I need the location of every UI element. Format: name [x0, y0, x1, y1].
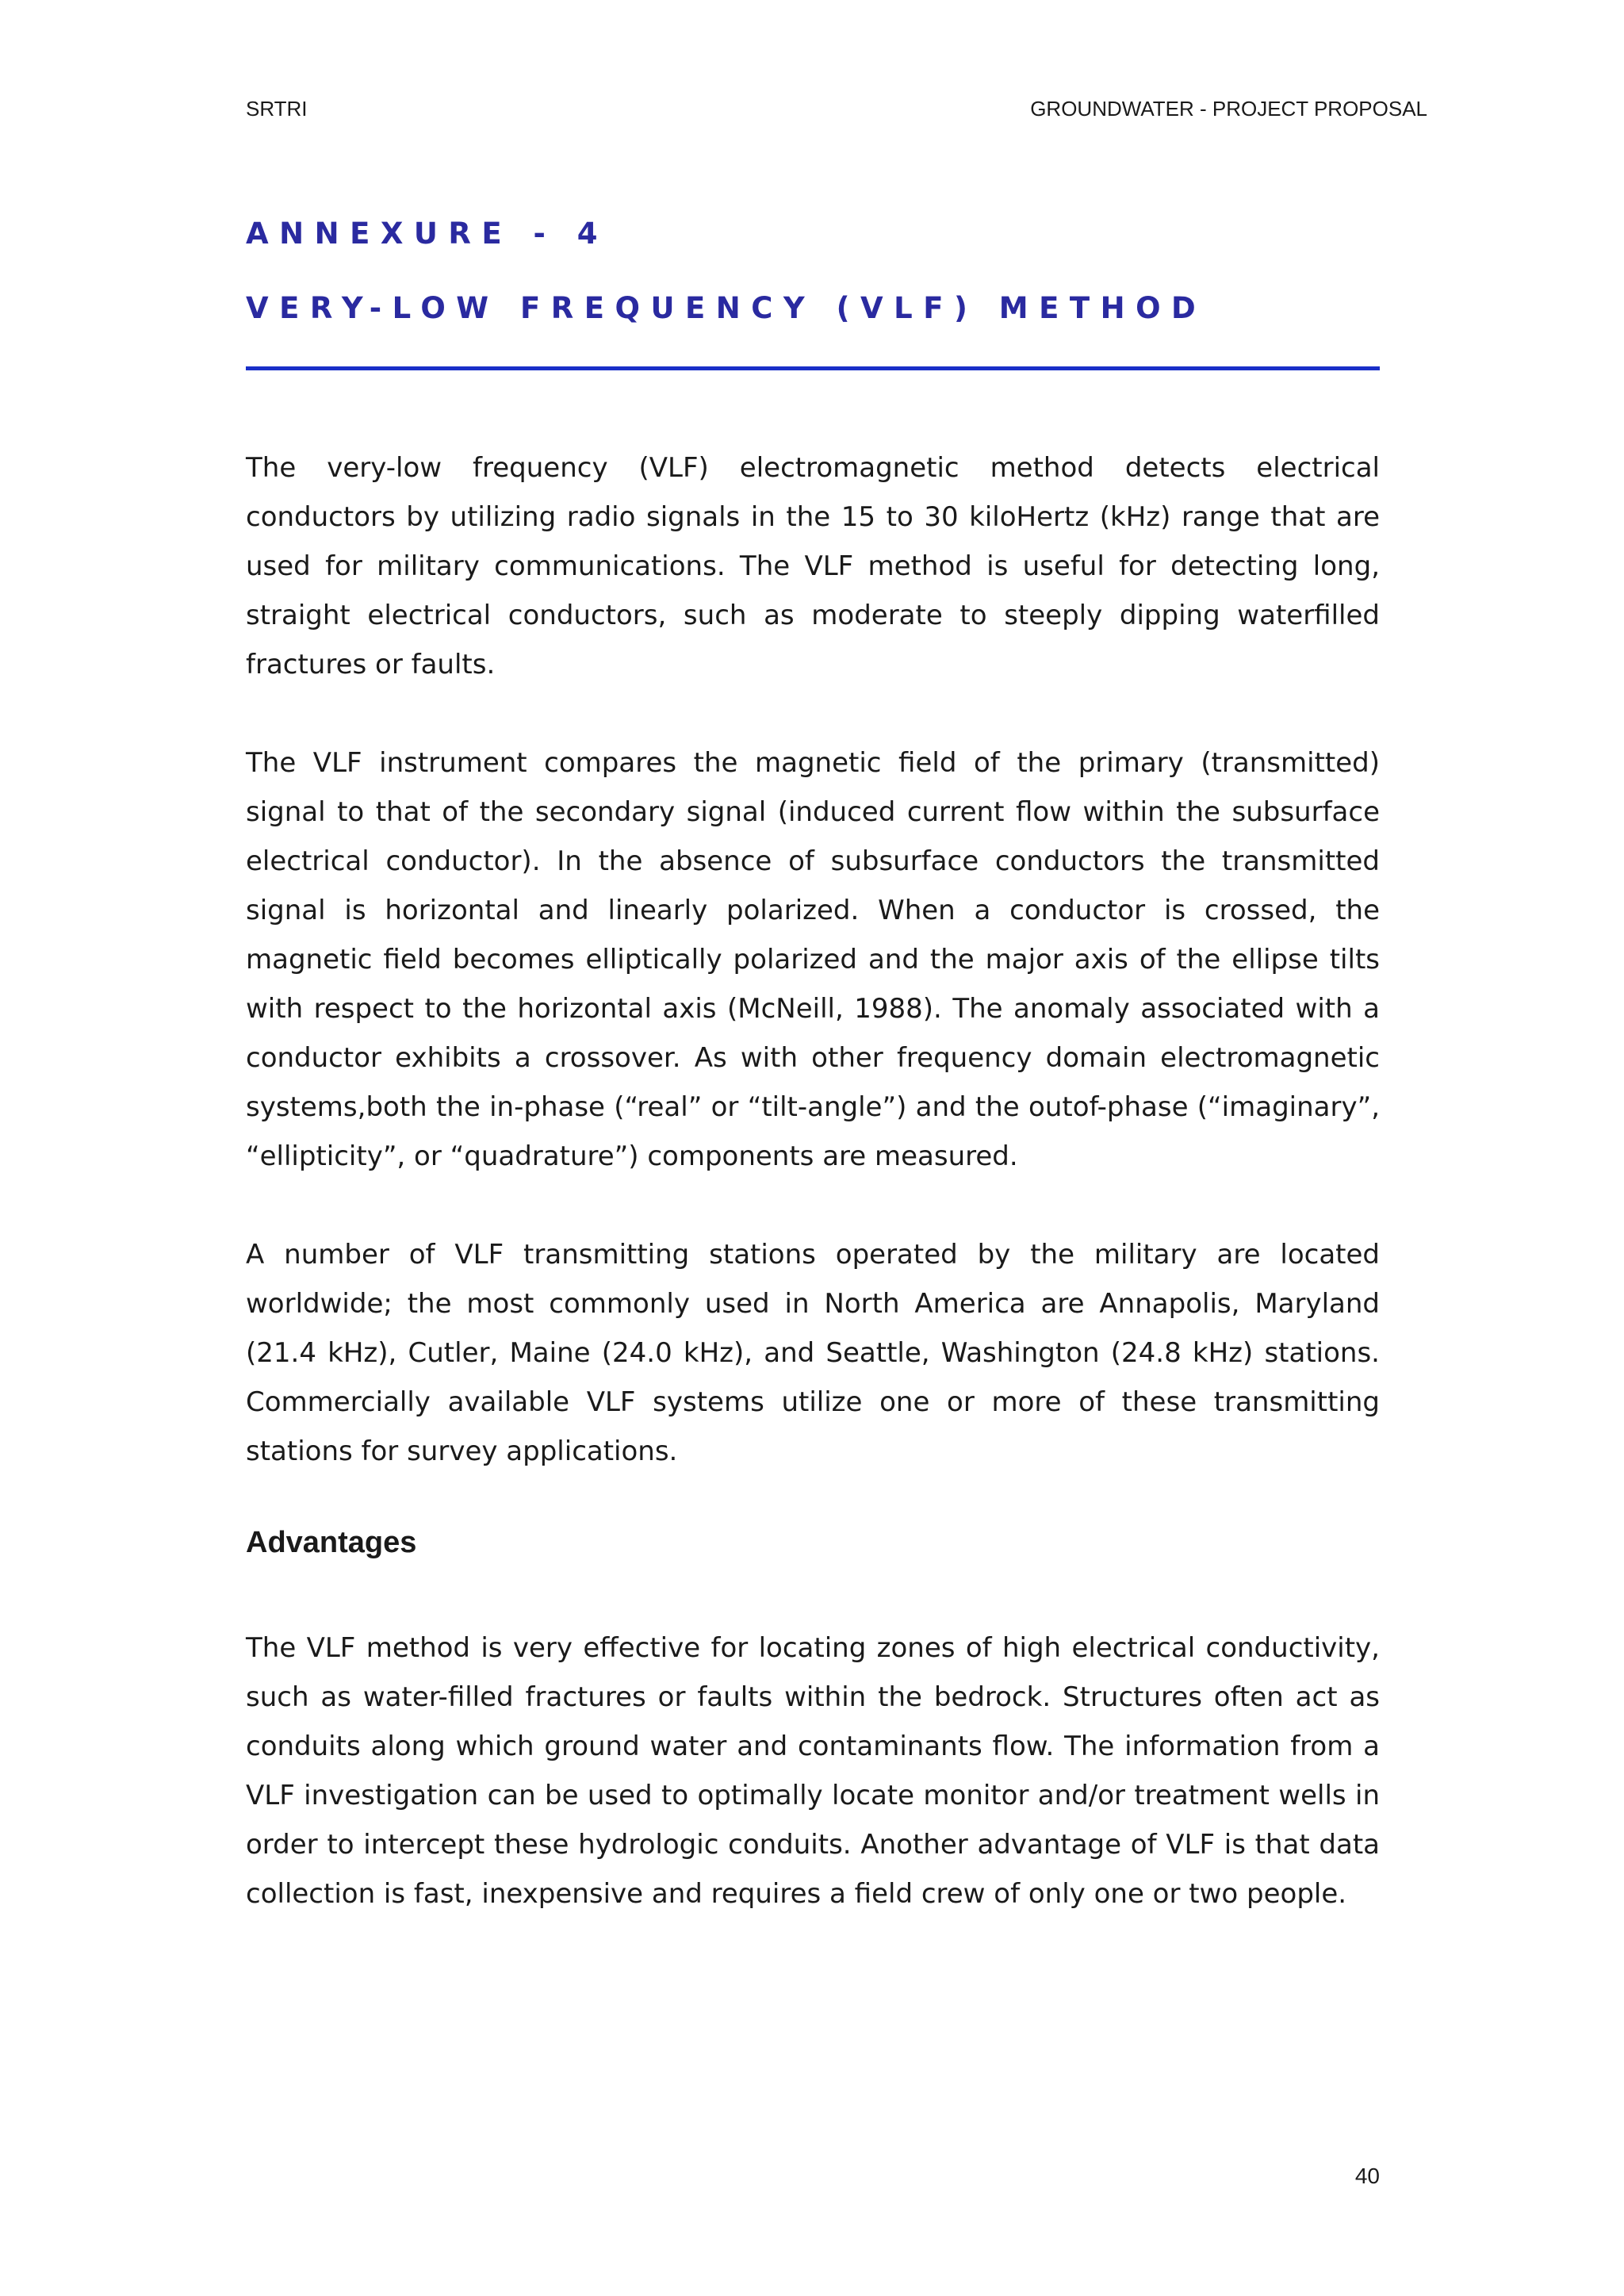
page-number: 40	[1354, 2164, 1380, 2188]
body-paragraph: The VLF instrument compares the magnetic field of the primary (transmitted) signal to that of the secondary signal (induced current flow within the subsurface electrical conductor). In the absence of subsurface conductors the transmitted signal is horizontal and linearly polarized. When a conductor is crossed, the magnetic field becomes elliptically polarized and the major axis of the ellipse tilts with respect to the horizontal axis (McNeill, 1988). The anomaly associated with a conductor exhibits a crossover. As with other frequency domain electromagnetic systems,both the in-phase (“real” or “tilt-angle”) and the outof-phase (“imaginary”, “ellipticity”, or “quadrature”) components are measured.	[246, 747, 1380, 1172]
body-paragraph: The very-low frequency (VLF) electromagnetic method detects electrical conductors by utilizing radio signals in the 15 to 30 kiloHertz (kHz) range that are used for military communications. The VLF method is useful for detecting long, straight electrical conductors, such as moderate to steeply dipping waterfilled fractures or faults.	[246, 452, 1380, 680]
annexure-title: ANNEXURE - 4	[246, 217, 609, 251]
header-organization: SRTRI	[246, 97, 308, 121]
title-divider	[246, 366, 1380, 370]
section-heading-advantages: Advantages	[246, 1526, 417, 1559]
method-title: VERY-LOW FREQUENCY (VLF) METHOD	[246, 291, 1207, 325]
advantages-paragraph: The VLF method is very effective for locating zones of high electrical conductivity, such as water-filled fractures or faults within the bedrock. Structures often act as conduits along which ground water and contaminants flow. The information from a VLF investigation can be used to optimally locate monitor and/or treatment wells in order to intercept these hydrologic conduits. Another advantage of VLF is that data collection is fast, inexpensive and requires a field crew of only one or two people.	[246, 1632, 1380, 1910]
header-document-title: GROUNDWATER - PROJECT PROPOSAL	[1030, 97, 1427, 121]
body-paragraph: A number of VLF transmitting stations operated by the military are located worldwide; the most commonly used in North America are Annapolis, Maryland (21.4 kHz), Cutler, Maine (24.0 kHz), and Seattle, Washington (24.8 kHz) stations. Commercially available VLF systems utilize one or more of these transmitting stations for survey applications.	[246, 1239, 1380, 1467]
